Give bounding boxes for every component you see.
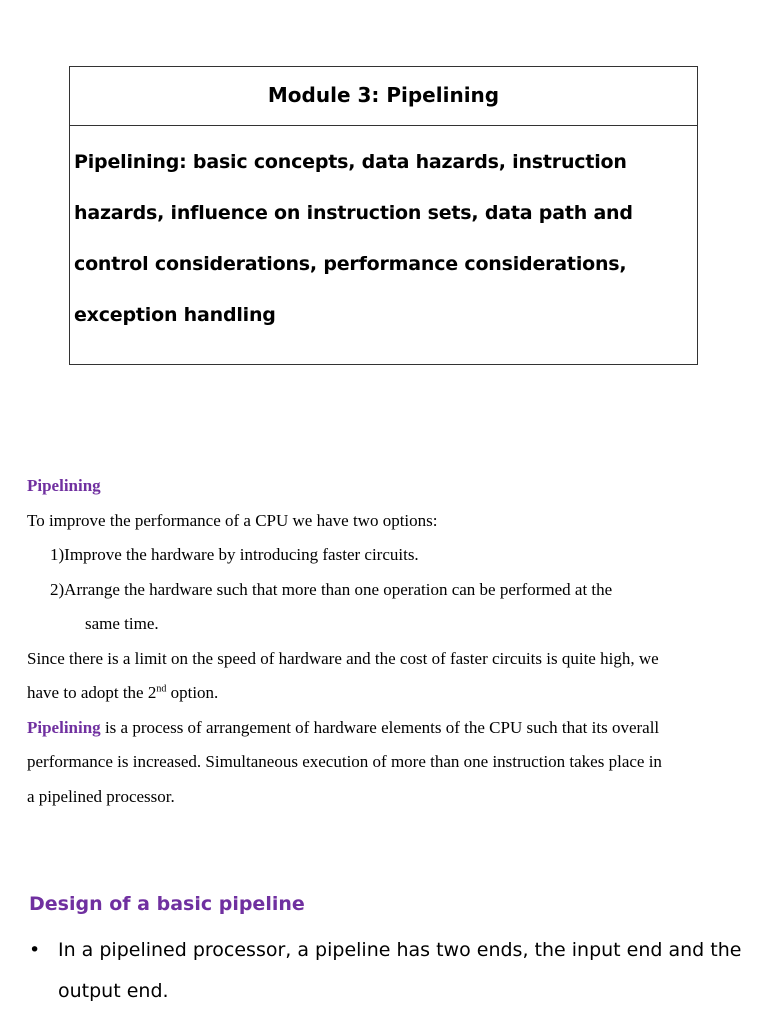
module-box xyxy=(69,66,698,365)
option-number: 2) xyxy=(50,579,65,599)
definition-line: a pipelined processor. xyxy=(27,786,175,806)
option-continuation: same time. xyxy=(85,614,159,633)
limit-text-line2 xyxy=(27,676,752,711)
option-text: Improve the hardware by introducing faster circuits. xyxy=(64,545,419,564)
bullet-line: In a pipelined processor, a pipeline has two ends, the input end and the xyxy=(58,939,742,961)
option-text: Arrange the hardware such that more than one operation can be performed at the xyxy=(64,579,613,599)
module-topics-line: hazards, influence on instruction sets, data path and xyxy=(74,202,633,224)
definition-line xyxy=(27,711,752,746)
pipelining-section xyxy=(27,469,752,814)
definition-line: performance is increased. Simultaneous execution of more than one instruction takes place in xyxy=(27,752,662,771)
limit-text-pre: have to adopt the 2 xyxy=(27,683,157,702)
definition-term: Pipelining xyxy=(27,717,101,737)
module-topics-line: control considerations, performance considerations, xyxy=(74,253,627,275)
section-heading: Pipelining xyxy=(27,476,101,495)
bullet-item xyxy=(29,930,749,1012)
module-title: Module 3: Pipelining xyxy=(70,67,697,126)
ordinal-suffix: nd xyxy=(156,683,167,695)
bullet-symbol: • xyxy=(29,939,41,961)
module-topics xyxy=(70,126,697,341)
option-item xyxy=(27,573,752,608)
option-number: 1) xyxy=(50,545,65,564)
option-item xyxy=(27,538,752,573)
design-bullets xyxy=(29,930,749,1012)
limit-text-post: option. xyxy=(166,683,219,702)
limit-text: Since there is a limit on the speed of hardware and the cost of faster circuits is quite high, we xyxy=(27,648,659,668)
definition-text: is a process of arrangement of hardware elements of the CPU such that its overall xyxy=(100,717,660,737)
design-heading: Design of a basic pipeline xyxy=(29,893,305,915)
module-topics-line: exception handling xyxy=(74,304,276,326)
module-topics-line: Pipelining: basic concepts, data hazards, instruction xyxy=(74,151,627,173)
intro-text: To improve the performance of a CPU we have two options: xyxy=(27,510,438,530)
bullet-line: output end. xyxy=(58,980,169,1002)
